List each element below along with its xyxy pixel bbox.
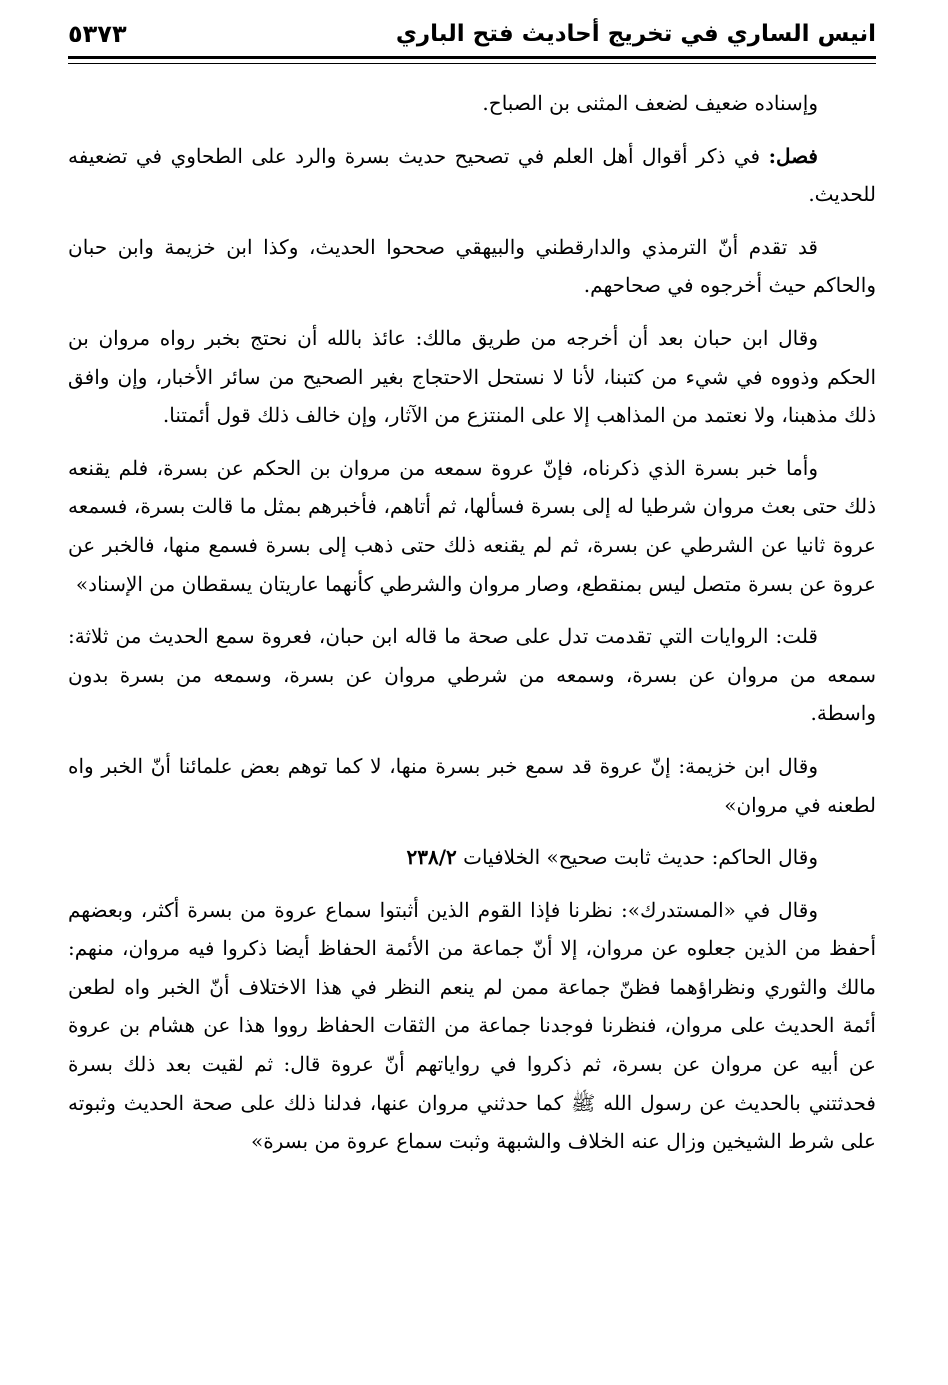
paragraph-text: وإسناده ضعيف لضعف المثنى بن الصباح. bbox=[482, 91, 818, 115]
section-label: فصل: bbox=[768, 143, 818, 168]
paragraph-4 bbox=[68, 319, 876, 435]
paragraph-text: وقال ابن حبان بعد أن أخرجه من طريق مالك: عائذ بالله أن نحتج بخبر رواه مروان بن الحكم وذووه في شيء من كتبنا، لأنا لا نستحل الاحتجاج بغير الصحيح من سائر الأخبار، وإن وافق ذلك مذهبنا، ولا نعتمد من المذاهب إلا على المنتزع من الآثار، وإن خالف ذلك قول أئمتنا. bbox=[68, 325, 876, 428]
paragraph-text: قلت: الروايات التي تقدمت تدل على صحة ما قاله ابن حبان، فعروة سمع الحديث من ثلاثة: سمعه من مروان عن بسرة، وسمعه من شرطي مروان عن بسرة، وسمعه من بسرة بدون واسطة. bbox=[68, 624, 876, 726]
paragraph-2 bbox=[68, 137, 876, 214]
paragraph-5 bbox=[68, 449, 876, 603]
paragraph-text: وقال الحاكم: حديث ثابت صحيح» الخلافيات bbox=[456, 845, 818, 870]
paragraph-9 bbox=[68, 891, 876, 1161]
paragraph-8 bbox=[68, 838, 876, 877]
header-rule-thin bbox=[68, 63, 876, 64]
paragraph-text: وقال في «المستدرك»: نظرنا فإذا القوم الذين أثبتوا سماع عروة من بسرة أكثر، وبعضهم أحفظ من الذين جعلوه عن مروان، إلا أنّ جماعة من الأئمة الحفاظ أيضا ذكروا فيه مروان، منهم: مالك والثوري ونظراؤهما فظنّ جماعة ممن لم ينعم النظر في هذا الاختلاف أنّ الخبر واه لطعن أئمة الحديث على مروان، فنظرنا فوجدنا جماعة من الثقات الحفاظ رووا هذا عن هشام بن عروة عن أبيه عن مروان عن بسرة، ثم ذكروا في رواياتهم أنّ عروة قال: ثم لقيت بعد ذلك بسرة فحدثتني بالحديث عن رسول الله ﷺ كما حدثني مروان عنها، فدلنا ذلك على صحة الحديث وثبوته على شرط الشيخين وزال عنه الخلاف والشبهة وثبت سماع عروة من بسرة» bbox=[68, 897, 876, 1154]
header-rule-thick bbox=[68, 56, 876, 59]
citation-reference: ٢٣٨/٢ bbox=[406, 845, 457, 870]
paragraph-text: وقال ابن خزيمة: إنّ عروة قد سمع خبر بسرة منها، لا كما توهم بعض علمائنا أنّ الخبر واه لطعنه في مروان» bbox=[68, 753, 876, 817]
paragraph-text: في ذكر أقوال أهل العلم في تصحيح حديث بسرة والرد على الطحاوي في تضعيفه للحديث. bbox=[68, 143, 876, 207]
body-text bbox=[68, 84, 876, 1175]
paragraph-3 bbox=[68, 228, 876, 305]
paragraph-7 bbox=[68, 747, 876, 824]
paragraph-text: قد تقدم أنّ الترمذي والدارقطني والبيهقي صححوا الحديث، وكذا ابن خزيمة وابن حبان والحاكم حيث أخرجوه في صحاحهم. bbox=[68, 234, 876, 298]
paragraph-6 bbox=[68, 617, 876, 733]
running-title: انيس الساري في تخريج أحاديث فتح الباري bbox=[395, 21, 876, 47]
paragraph-text: وأما خبر بسرة الذي ذكرناه، فإنّ عروة سمعه من مروان بن الحكم عن بسرة، فلم يقنعه ذلك حتى بعث مروان شرطيا له إلى بسرة فسألها، ثم أتاهم، فأخبرهم بمثل ما قالت بسرة، فسمعه عروة ثانيا عن الشرطي عن بسرة، ثم لم يقنعه ذلك حتى ذهب إلى بسرة فسمع منها، فالخبر عن عروة عن بسرة متصل ليس بمنقطع، وصار مروان والشرطي كأنهما عاريتان يسقطان من الإسناد» bbox=[68, 455, 876, 596]
paragraph-1 bbox=[68, 84, 876, 123]
page-number: ٥٣٧٣ bbox=[68, 20, 127, 48]
